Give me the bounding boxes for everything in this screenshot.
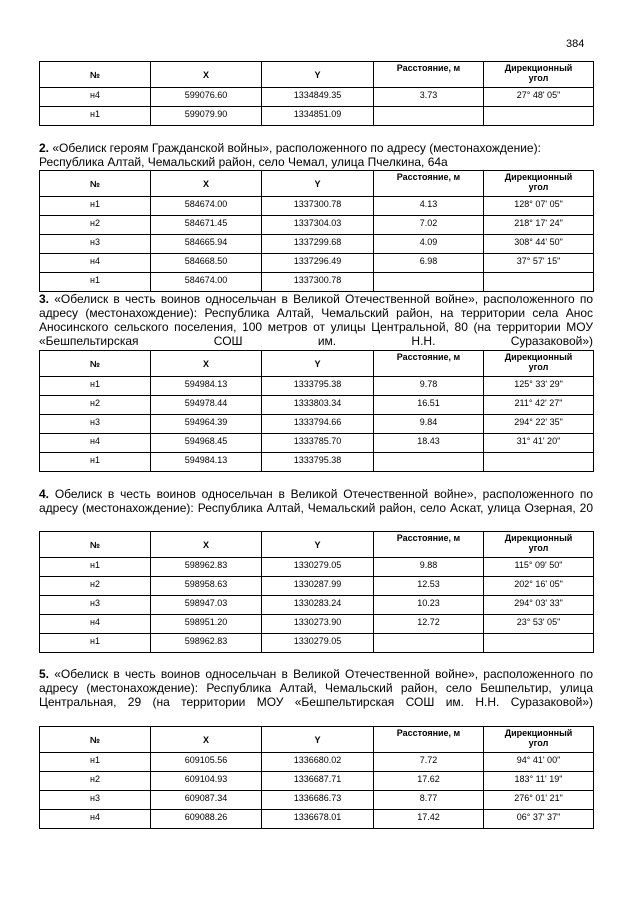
table-row bbox=[40, 377, 594, 396]
cell-distance: 8.77 bbox=[374, 791, 484, 810]
cell-y: 1333795.38 bbox=[262, 377, 374, 396]
table-row bbox=[40, 216, 594, 235]
cell-point: н1 bbox=[40, 377, 151, 396]
table-row bbox=[40, 810, 594, 829]
cell-direction: 94° 41' 00" bbox=[484, 753, 594, 772]
cell-direction: 06° 37' 37" bbox=[484, 810, 594, 829]
section-heading: 5. «Обелиск в честь воинов односельчан в Великой Отечественной войне», расположенного по адресу (местонахождение): Республика Алтай, Чемальский район, село Бешпельтир, улица Центральная, 29 (на территории МОУ «Бешпельтирская СОШ им. Н.Н. Суразаковой») bbox=[39, 667, 593, 709]
cell-y: 1336687.71 bbox=[262, 772, 374, 791]
cell-distance: 10.23 bbox=[374, 596, 484, 615]
cell-distance: 7.02 bbox=[374, 216, 484, 235]
table-row bbox=[40, 197, 594, 216]
section-4-table bbox=[39, 531, 593, 653]
cell-distance: 7.72 bbox=[374, 753, 484, 772]
cell-direction: 23° 53' 05" bbox=[484, 615, 594, 634]
header-distance: Расстояние, м bbox=[374, 62, 484, 88]
cell-y: 1333794.66 bbox=[262, 415, 374, 434]
section-3-table bbox=[39, 350, 593, 472]
table-row bbox=[40, 772, 594, 791]
header-distance: Расстояние, м bbox=[374, 727, 484, 753]
cell-direction: 276° 01' 21" bbox=[484, 791, 594, 810]
cell-distance: 16.51 bbox=[374, 396, 484, 415]
cell-point: н2 bbox=[40, 577, 151, 596]
section-heading: 2. «Обелиск героям Гражданской войны», расположенного по адресу (местонахождение): Республика Алтай, Чемальский район, село Чемал, улица Пчелкина, 64а bbox=[39, 141, 541, 169]
cell-direction: 115° 09' 50" bbox=[484, 558, 594, 577]
section-2-table bbox=[39, 170, 593, 292]
cell-direction bbox=[484, 273, 594, 292]
coordinates-table bbox=[39, 531, 594, 653]
header-x: X bbox=[151, 532, 262, 558]
cell-direction bbox=[484, 107, 594, 126]
cell-direction: 294° 22' 35" bbox=[484, 415, 594, 434]
cell-distance bbox=[374, 634, 484, 653]
cell-point: н2 bbox=[40, 396, 151, 415]
cell-x: 584668.50 bbox=[151, 254, 262, 273]
table-row bbox=[40, 88, 594, 107]
cell-distance: 9.84 bbox=[374, 415, 484, 434]
cell-x: 594968.45 bbox=[151, 434, 262, 453]
header-num: № bbox=[40, 351, 151, 377]
cell-x: 599076.60 bbox=[151, 88, 262, 107]
cell-direction: 27° 48' 05" bbox=[484, 88, 594, 107]
table-row bbox=[40, 791, 594, 810]
header-distance: Расстояние, м bbox=[374, 532, 484, 558]
table-row bbox=[40, 415, 594, 434]
cell-direction bbox=[484, 453, 594, 472]
cell-distance: 6.98 bbox=[374, 254, 484, 273]
coordinates-table bbox=[39, 350, 594, 472]
cell-point: н2 bbox=[40, 216, 151, 235]
cell-direction: 125° 33' 29" bbox=[484, 377, 594, 396]
header-num: № bbox=[40, 62, 151, 88]
section-2 bbox=[39, 141, 593, 169]
cell-direction: 183° 11' 19" bbox=[484, 772, 594, 791]
cell-point: н1 bbox=[40, 634, 151, 653]
cell-direction bbox=[484, 634, 594, 653]
table-row bbox=[40, 596, 594, 615]
cell-x: 609105.56 bbox=[151, 753, 262, 772]
cell-direction: 294° 03' 33" bbox=[484, 596, 594, 615]
cell-distance bbox=[374, 453, 484, 472]
cell-point: н3 bbox=[40, 791, 151, 810]
cell-x: 598958.63 bbox=[151, 577, 262, 596]
header-x: X bbox=[151, 171, 262, 197]
cell-y: 1336678.01 bbox=[262, 810, 374, 829]
cell-point: н1 bbox=[40, 753, 151, 772]
cell-direction: 218° 17' 24" bbox=[484, 216, 594, 235]
cell-distance: 4.09 bbox=[374, 235, 484, 254]
header-direction: Дирекционный угол bbox=[484, 62, 594, 88]
cell-x: 609104.93 bbox=[151, 772, 262, 791]
coordinates-table bbox=[39, 170, 594, 292]
cell-y: 1336686.73 bbox=[262, 791, 374, 810]
cell-y: 1330279.05 bbox=[262, 634, 374, 653]
section-3 bbox=[39, 292, 593, 348]
cell-y: 1334851.09 bbox=[262, 107, 374, 126]
cell-point: н1 bbox=[40, 273, 151, 292]
header-num: № bbox=[40, 727, 151, 753]
coordinates-table bbox=[39, 726, 594, 829]
cell-direction: 31° 41' 20" bbox=[484, 434, 594, 453]
header-direction: Дирекционный угол bbox=[484, 532, 594, 558]
cell-x: 584674.00 bbox=[151, 273, 262, 292]
cell-y: 1330287.99 bbox=[262, 577, 374, 596]
cell-y: 1330273.90 bbox=[262, 615, 374, 634]
table-row bbox=[40, 577, 594, 596]
section-heading: 4. Обелиск в честь воинов односельчан в Великой Отечественной войне», расположенного по адресу (местонахождение): Республика Алтай, Чемальский район, село Аскат, улица Озерная, 20 bbox=[39, 487, 593, 515]
section-5-table bbox=[39, 726, 593, 829]
cell-x: 598962.83 bbox=[151, 558, 262, 577]
table-row bbox=[40, 634, 594, 653]
header-direction: Дирекционный угол bbox=[484, 351, 594, 377]
cell-distance: 9.78 bbox=[374, 377, 484, 396]
cell-distance: 18.43 bbox=[374, 434, 484, 453]
table-row bbox=[40, 396, 594, 415]
cell-x: 584665.94 bbox=[151, 235, 262, 254]
cell-point: н4 bbox=[40, 88, 151, 107]
header-y: Y bbox=[262, 171, 374, 197]
cell-direction: 308° 44' 50" bbox=[484, 235, 594, 254]
cell-point: н4 bbox=[40, 810, 151, 829]
header-num: № bbox=[40, 532, 151, 558]
cell-distance: 17.62 bbox=[374, 772, 484, 791]
cell-x: 584674.00 bbox=[151, 197, 262, 216]
cell-point: н3 bbox=[40, 235, 151, 254]
cell-direction: 128° 07' 05" bbox=[484, 197, 594, 216]
header-x: X bbox=[151, 62, 262, 88]
cell-y: 1333803.34 bbox=[262, 396, 374, 415]
cell-x: 584671.45 bbox=[151, 216, 262, 235]
cell-y: 1337299.68 bbox=[262, 235, 374, 254]
cell-x: 598951.20 bbox=[151, 615, 262, 634]
cell-point: н4 bbox=[40, 434, 151, 453]
section-heading: 3. «Обелиск в честь воинов односельчан в Великой Отечественной войне», расположенного по адресу (местонахождение): Республика Алтай, Чемальский район, на территории села Анос Аносинского сельского поселения, 100 метров от улицы Центральной, 80 (на территории МОУ «Бешпельтирская СОШ им. Н.Н. Суразаковой») bbox=[39, 292, 593, 348]
cell-y: 1337300.78 bbox=[262, 197, 374, 216]
cell-x: 594984.13 bbox=[151, 453, 262, 472]
header-y: Y bbox=[262, 62, 374, 88]
cell-point: н1 bbox=[40, 197, 151, 216]
header-y: Y bbox=[262, 351, 374, 377]
cell-distance: 9.88 bbox=[374, 558, 484, 577]
section-5 bbox=[39, 667, 593, 709]
cell-direction: 211° 42' 27" bbox=[484, 396, 594, 415]
cell-x: 599079.90 bbox=[151, 107, 262, 126]
header-x: X bbox=[151, 727, 262, 753]
table-row bbox=[40, 453, 594, 472]
cell-y: 1330279.05 bbox=[262, 558, 374, 577]
header-direction: Дирекционный угол bbox=[484, 727, 594, 753]
table-row bbox=[40, 558, 594, 577]
cell-point: н2 bbox=[40, 772, 151, 791]
cell-y: 1333785.70 bbox=[262, 434, 374, 453]
cell-y: 1336680.02 bbox=[262, 753, 374, 772]
cell-distance: 3.73 bbox=[374, 88, 484, 107]
cell-y: 1337296.49 bbox=[262, 254, 374, 273]
cell-x: 609087.34 bbox=[151, 791, 262, 810]
page-number: 384 bbox=[566, 38, 585, 50]
cell-point: н4 bbox=[40, 615, 151, 634]
cell-y: 1333795.38 bbox=[262, 453, 374, 472]
cell-y: 1337304.03 bbox=[262, 216, 374, 235]
cell-distance bbox=[374, 273, 484, 292]
cell-distance: 12.72 bbox=[374, 615, 484, 634]
cell-distance: 4.13 bbox=[374, 197, 484, 216]
header-y: Y bbox=[262, 532, 374, 558]
cell-distance: 12.53 bbox=[374, 577, 484, 596]
cell-point: н3 bbox=[40, 415, 151, 434]
table-row bbox=[40, 273, 594, 292]
coordinates-table bbox=[39, 61, 594, 126]
cell-x: 594984.13 bbox=[151, 377, 262, 396]
cell-direction: 37° 57' 15" bbox=[484, 254, 594, 273]
cell-direction: 202° 16' 05" bbox=[484, 577, 594, 596]
cell-y: 1330283.24 bbox=[262, 596, 374, 615]
cell-x: 609088.26 bbox=[151, 810, 262, 829]
header-x: X bbox=[151, 351, 262, 377]
cell-distance bbox=[374, 107, 484, 126]
table-row bbox=[40, 615, 594, 634]
cell-distance: 17.42 bbox=[374, 810, 484, 829]
cell-y: 1334849.35 bbox=[262, 88, 374, 107]
header-num: № bbox=[40, 171, 151, 197]
header-distance: Расстояние, м bbox=[374, 171, 484, 197]
cell-point: н1 bbox=[40, 558, 151, 577]
table-row bbox=[40, 254, 594, 273]
cell-point: н1 bbox=[40, 453, 151, 472]
cell-point: н3 bbox=[40, 596, 151, 615]
cell-x: 598962.83 bbox=[151, 634, 262, 653]
cell-point: н4 bbox=[40, 254, 151, 273]
table-row bbox=[40, 107, 594, 126]
section-4 bbox=[39, 487, 593, 515]
section-1 bbox=[39, 61, 593, 126]
header-direction: Дирекционный угол bbox=[484, 171, 594, 197]
cell-x: 594964.39 bbox=[151, 415, 262, 434]
table-row bbox=[40, 434, 594, 453]
cell-x: 598947.03 bbox=[151, 596, 262, 615]
header-distance: Расстояние, м bbox=[374, 351, 484, 377]
cell-point: н1 bbox=[40, 107, 151, 126]
table-row bbox=[40, 235, 594, 254]
table-row bbox=[40, 753, 594, 772]
cell-y: 1337300.78 bbox=[262, 273, 374, 292]
cell-x: 594978.44 bbox=[151, 396, 262, 415]
header-y: Y bbox=[262, 727, 374, 753]
